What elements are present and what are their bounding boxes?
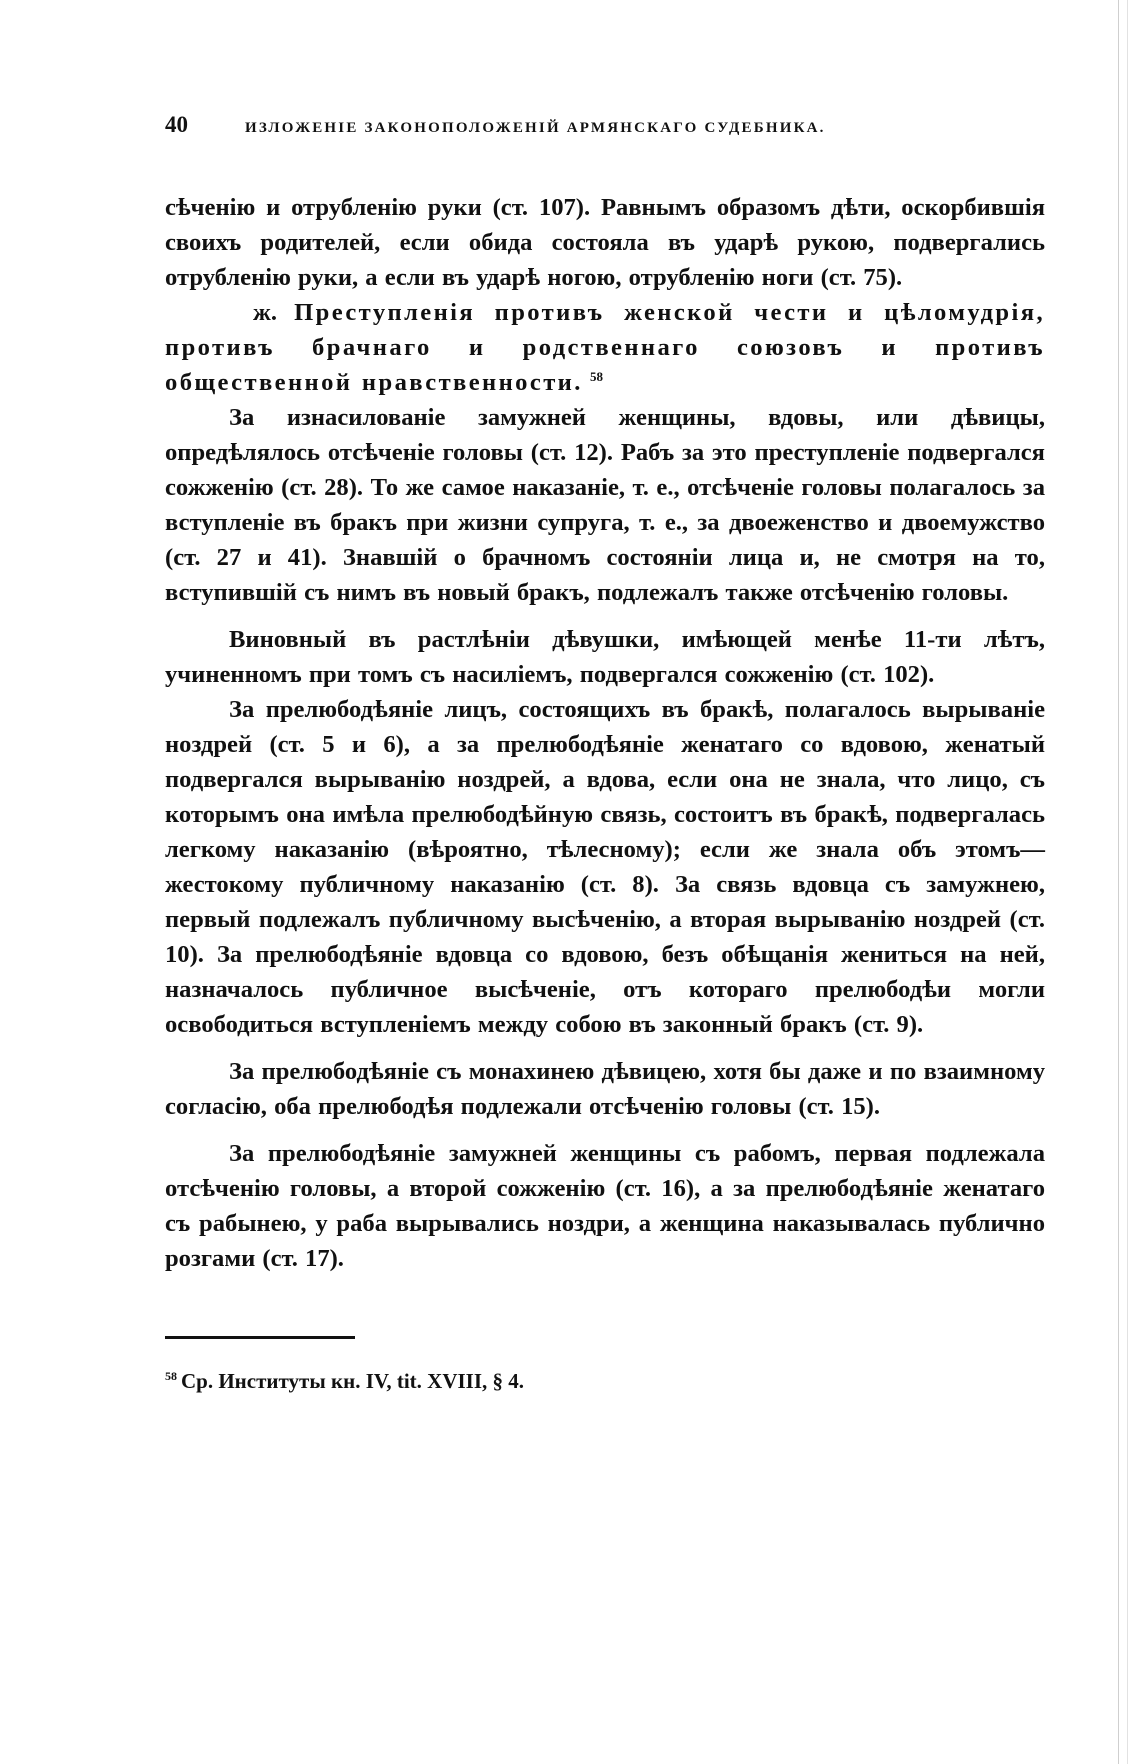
paragraph [165,692,1045,1042]
section-title: Преступленія противъ женской чести и цѣломудрія, противъ брачнаго и родственнаго союзовъ и противъ общественной нравственности. [165,299,1045,396]
running-title: ИЗЛОЖЕНІЕ ЗАКОНОПОЛОЖЕНІЙ АРМЯНСКАГО СУДЕБНИКА. [245,120,826,136]
running-header [165,112,1045,152]
paragraph-continuation [165,190,1045,295]
section-letter: ж. [253,299,277,326]
footnote-number: 58 [165,1369,177,1383]
book-page [165,112,1045,1394]
scan-edge-line [1127,0,1128,1764]
paragraph [165,400,1045,610]
page-number: 40 [165,112,188,137]
paragraph-text: сѣченію и отрубленію руки (ст. 107). Равнымъ образомъ дѣти, оскорбившія своихъ родителей, если обида состояла въ ударѣ рукою, подвергались отрубленію руки, а если въ ударѣ ногою, отрубленію ноги (ст. 75). [165,194,1045,291]
paragraph-text: За прелюбодѣяніе съ монахинею дѣвицею, хотя бы даже и по взаимному согласію, оба прелюбодѣя подлежали отсѣченію головы (ст. 15). [165,1058,1045,1120]
paragraph-text: За прелюбодѣяніе замужней женщины съ рабомъ, первая подлежала отсѣченію головы, а второй сожженію (ст. 16), а за прелюбодѣяніе женатаго съ рабынею, у раба вырывались ноздри, а женщина наказывалась публично розгами (ст. 17). [165,1140,1045,1272]
paragraph [165,1136,1045,1276]
footnote-reference: 58 [589,369,603,384]
footnote-text: Ср. Институты кн. IV, tit. XVIII, § 4. [181,1369,525,1393]
paragraph-text: Виновный въ растлѣніи дѣвушки, имѣющей менѣе 11-ти лѣтъ, учиненномъ при томъ съ насиліемъ, подвергался сожженію (ст. 102). [165,626,1045,688]
footnote [165,1369,1045,1394]
footnote-separator [165,1336,355,1339]
scan-edge-line [1118,0,1119,1764]
paragraph-text: За изнасилованіе замужней женщины, вдовы, или дѣвицы, опредѣлялось отсѣченіе головы (ст. 12). Рабъ за это преступленіе подвергался сожженію (ст. 28). То же самое наказаніе, т. е., отсѣченіе головы полагалось за вступленіе въ бракъ при жизни супруга, т. е., за двоеженство и двоемужство (ст. 27 и 41). Знавшій о брачномъ состояніи лица и, не смотря на то, вступившій съ нимъ въ новый бракъ, подлежалъ также отсѣченію головы. [165,404,1045,606]
body-text [165,190,1045,1276]
paragraph [165,622,1045,692]
paragraph-text: За прелюбодѣяніе лицъ, состоящихъ въ бракѣ, полагалось вырываніе ноздрей (ст. 5 и 6), а за прелюбодѣяніе женатаго со вдовою, женатый подвергался вырыванію ноздрей, а вдова, если она не знала, что лицо, съ которымъ она имѣла прелюбодѣйную связь, состоитъ въ бракѣ, подвергалась легкому наказанію (вѣроятно, тѣлесному); если же знала объ этомъ—жестокому публичному наказанію (ст. 8). За связь вдовца съ замужнею, первый подлежалъ публичному высѣченію, а вторая вырыванію ноздрей (ст. 10). За прелюбодѣяніе вдовца со вдовою, безъ обѣщанія жениться на ней, назначалось публичное высѣченіе, отъ котораго прелюбодѣи могли освободиться вступленіемъ между собою въ законный бракъ (ст. 9). [165,696,1045,1038]
paragraph [165,1054,1045,1124]
section-heading [165,295,1045,400]
